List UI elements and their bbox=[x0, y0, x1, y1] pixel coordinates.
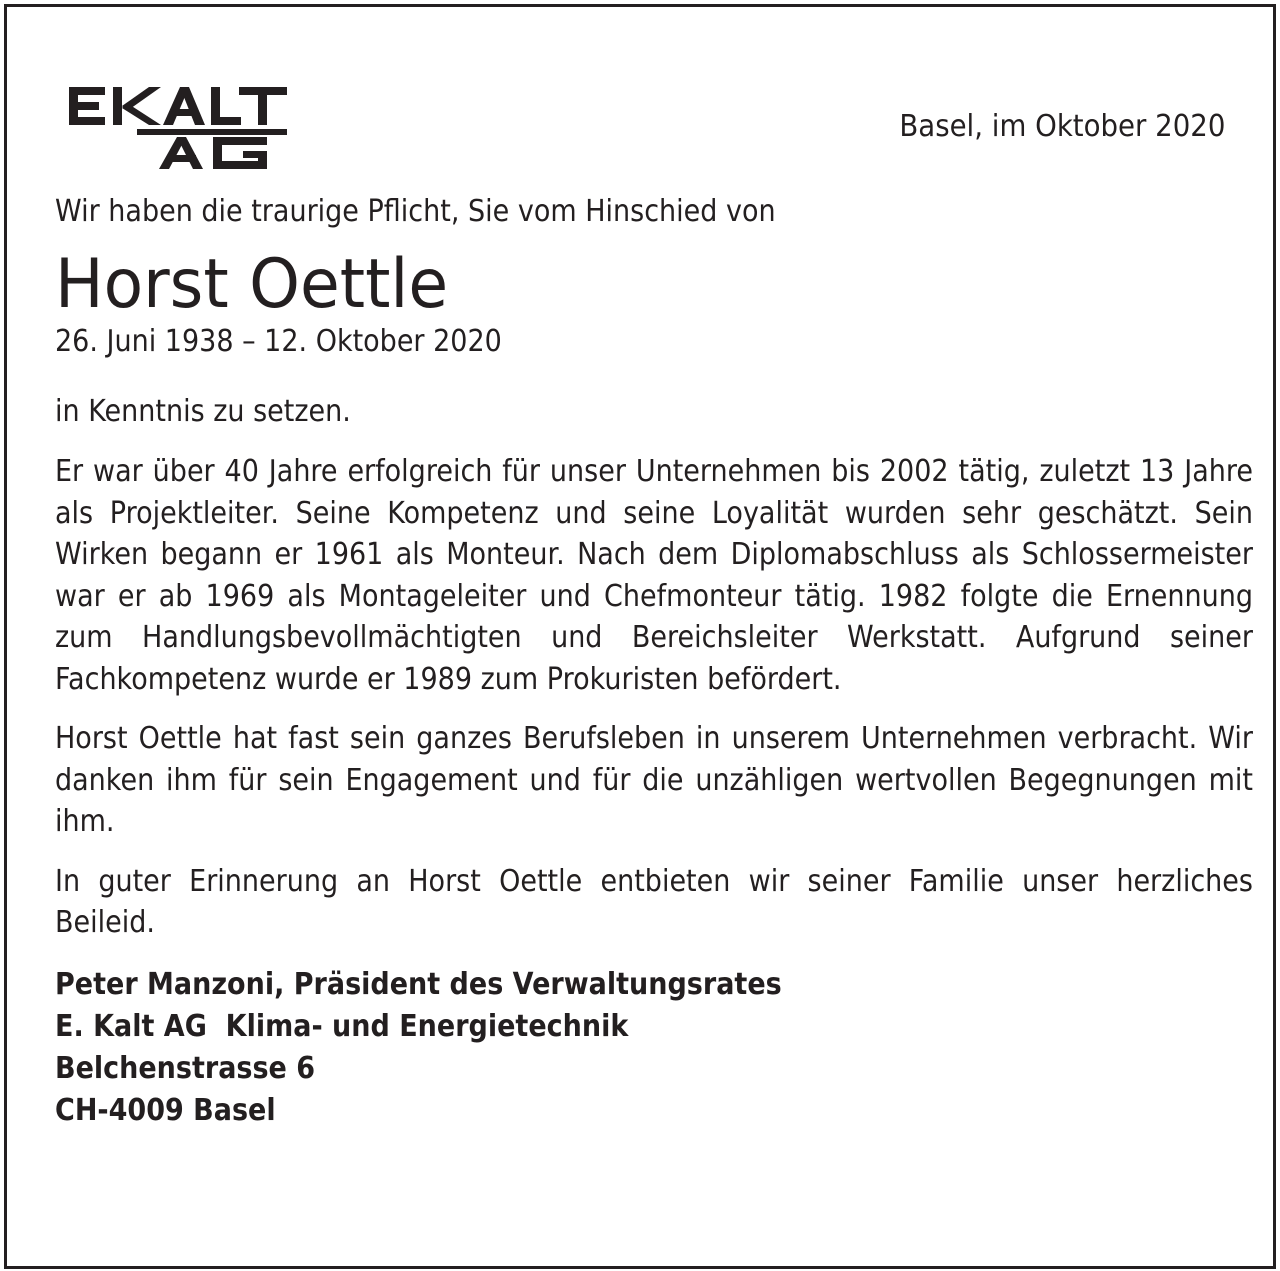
city-address: CH-4009 Basel bbox=[55, 1092, 276, 1128]
ekalt-logo-icon bbox=[67, 75, 293, 171]
street-address: Belchenstrasse 6 bbox=[55, 1050, 316, 1086]
signer-name: Peter Manzoni, Präsident des Verwaltungsrates bbox=[55, 966, 782, 1002]
intro-text: Wir haben die traurige Pflicht, Sie vom Hinschied von bbox=[55, 194, 776, 229]
place-date: Basel, im Oktober 2020 bbox=[898, 109, 1225, 144]
paragraph-career: Er war über 40 Jahre erfolgreich für unser Unternehmen bis 2002 tätig, zuletzt 13 Jahre als Projektleiter. Seine Kompetenz und seine Loyalität wurden sehr geschätzt. Sein Wirken begann er 1961 als Monteur. Nach dem Diplomabschluss als Schlossermeister war er ab 1969 als Montageleiter und Chefmonteur tätig. 1982 folgte die Ernennung zum Handlungsbevollmächtigten und Bereichsleiter Werkstatt. Aufgrund seiner Fachkompetenz wurde er 1989 zum Prokuristen befördert. bbox=[55, 454, 1253, 697]
intro-end-text: in Kenntnis zu setzen. bbox=[55, 394, 351, 429]
company-logo bbox=[67, 75, 293, 171]
notice-body bbox=[55, 191, 1253, 1132]
life-dates: 26. Juni 1938 – 12. Oktober 2020 bbox=[55, 324, 502, 359]
paragraph-thanks: Horst Oettle hat fast sein ganzes Berufsleben in unserem Unternehmen verbracht. Wir danken ihm für sein Engagement und für die unzähligen wertvollen Begegnungen mit ihm. bbox=[55, 721, 1253, 839]
notice-frame bbox=[4, 4, 1276, 1269]
company-name: E. Kalt AG Klima- und Energietechnik bbox=[55, 1008, 629, 1044]
deceased-name: Horst Oettle bbox=[55, 245, 449, 324]
signature-block bbox=[55, 964, 1253, 1132]
paragraph-condolence: In guter Erinnerung an Horst Oettle entbieten wir seiner Familie unser herzliches Beileid. bbox=[55, 863, 1253, 940]
